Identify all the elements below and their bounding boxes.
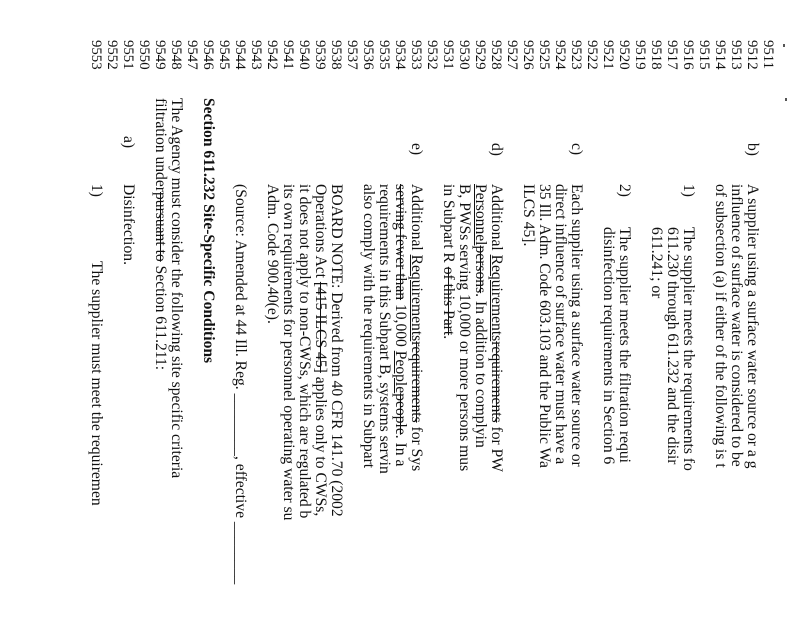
- text-run: Operations Act: [312, 184, 329, 282]
- line-number: 9520: [616, 40, 632, 70]
- line-number: 9516: [680, 40, 696, 70]
- clause-d-label: d): [488, 143, 505, 156]
- clause-c-line: direct influence of surface water must have a: [552, 184, 569, 465]
- clause-d-line: [440, 184, 456, 339]
- line-number: 9545: [216, 40, 232, 70]
- clause-e-line: requirements in this Subpart B, systems servin: [376, 184, 393, 474]
- line-number: 9539: [312, 40, 328, 70]
- clause-b-label: b): [744, 143, 761, 156]
- text-run: . In a: [392, 434, 409, 467]
- clause-b1-line: 611.230 through 611.232 and the disir: [664, 227, 681, 465]
- clause-b1-line: The supplier meets the requirements fo: [680, 227, 697, 471]
- clause-b-line: A supplier using a surface water source or a g: [744, 184, 761, 469]
- text-run: applies only to CWSs,: [312, 372, 329, 517]
- clause-b1-line: 611.241; or: [648, 227, 665, 299]
- line-number: 9551: [120, 40, 136, 70]
- line-number: 9542: [264, 40, 280, 70]
- subsection-a1-line: The supplier must meet the requiremen: [88, 261, 105, 506]
- line-number: 9535: [376, 40, 392, 70]
- line-number: 9527: [504, 40, 520, 70]
- line-number: 9548: [168, 40, 184, 70]
- clause-b-line: of subsection (a) if either of the following is t: [712, 184, 729, 468]
- line-number: 9526: [520, 40, 536, 70]
- section-body-line: The Agency must consider the following site specific criteria: [168, 98, 185, 479]
- line-number: 9525: [536, 40, 552, 70]
- line-number: 9538: [328, 40, 344, 70]
- line-number: 9528: [488, 40, 504, 70]
- text-run: for Sys: [408, 422, 425, 472]
- text-run: filtration under: [152, 98, 169, 192]
- clause-c-label: c): [568, 143, 585, 156]
- text-run: Additional: [488, 184, 505, 255]
- scan-speck: [783, 44, 785, 47]
- inserted-text: People: [392, 350, 409, 394]
- board-note-line: Adm. Code 900.40(e).: [264, 184, 281, 324]
- line-number: 9550: [136, 40, 152, 70]
- text-run: Section 611.211:: [152, 261, 169, 371]
- line-number: 9537: [344, 40, 360, 70]
- text-run: 10,000: [392, 300, 409, 351]
- source-note: (Source: Amended at 44 Ill. Reg. ________, effective ________: [232, 184, 249, 585]
- line-number: 9522: [584, 40, 600, 70]
- board-note-line: its own requirements for personnel operating water su: [280, 184, 297, 521]
- deleted-text: of this Part: [440, 266, 457, 336]
- text-run: . In addition to complyin: [472, 293, 489, 448]
- line-number: 9544: [232, 40, 248, 70]
- line-number: 9531: [440, 40, 456, 70]
- line-number: 9532: [424, 40, 440, 70]
- deleted-text: persons: [472, 245, 489, 294]
- scan-speck: [785, 98, 787, 101]
- line-number: 9511: [760, 40, 776, 70]
- deleted-text: requirements: [488, 341, 505, 423]
- inserted-text: Personnel: [472, 184, 489, 246]
- clause-e-label: e): [408, 143, 425, 156]
- clause-b2-label: 2): [616, 184, 633, 197]
- inserted-text: Requirements: [488, 254, 505, 342]
- clause-d-line: [472, 184, 488, 448]
- board-note-line: it does not apply to non-CWSs, which are regulated b: [296, 184, 313, 519]
- clause-e-line: also comply with the requirements in Subpart: [360, 184, 377, 469]
- text-run: Additional: [408, 184, 425, 255]
- line-number: 9515: [696, 40, 712, 70]
- deleted-text: requirements: [408, 341, 425, 423]
- subsection-a-label: a): [120, 136, 137, 149]
- subsection-a1-label: 1): [88, 184, 105, 197]
- line-number: 9529: [472, 40, 488, 70]
- line-number: 9530: [456, 40, 472, 70]
- clause-c-line: ILCS 45].: [520, 184, 537, 247]
- line-number: 9553: [88, 40, 104, 70]
- line-number: 9514: [712, 40, 728, 70]
- line-number: 9533: [408, 40, 424, 70]
- line-number: 9547: [184, 40, 200, 70]
- board-note-line: BOARD NOTE: Derived from 40 CFR 141.70 (2002: [328, 184, 345, 517]
- line-number: 9513: [728, 40, 744, 70]
- subsection-a-title: Disinfection.: [120, 184, 137, 265]
- clause-c-line: Each supplier using a surface water source or: [568, 184, 585, 467]
- line-number: 9524: [552, 40, 568, 70]
- line-number: 9536: [360, 40, 376, 70]
- clause-b2-line: The supplier meets the filtration requi: [616, 227, 633, 464]
- board-note-line: [312, 184, 328, 516]
- deleted-text: serving fewer than: [392, 184, 409, 301]
- line-number: 9546: [200, 40, 216, 70]
- line-number: 9541: [280, 40, 296, 70]
- line-number: 9518: [648, 40, 664, 70]
- section-heading: Section 611.232 Site-Specific Conditions: [200, 98, 217, 364]
- line-number: 9512: [744, 40, 760, 70]
- deleted-text: [415 ILCS 45]: [312, 281, 329, 373]
- line-number: 9543: [248, 40, 264, 70]
- clause-d-line: B, PWSs serving 10,000 or more persons mus: [456, 184, 473, 472]
- deleted-text: pursuant to: [152, 191, 169, 262]
- line-number: 9521: [600, 40, 616, 70]
- clause-b1-label: 1): [680, 184, 697, 197]
- clause-e-line: [408, 184, 424, 471]
- line-number: 9517: [664, 40, 680, 70]
- section-body-line: [152, 98, 168, 370]
- deleted-text: people: [392, 393, 409, 435]
- line-number: 9552: [104, 40, 120, 70]
- text-run: .: [440, 335, 457, 340]
- inserted-text: Requirements: [408, 254, 425, 342]
- line-number: 9534: [392, 40, 408, 70]
- text-run: in Subpart R: [440, 184, 457, 267]
- clause-c-line: 35 Ill. Adm. Code 603.103 and the Public Wa: [536, 184, 553, 468]
- line-number: 9540: [296, 40, 312, 70]
- clause-b-line: influence of surface water is considered to be: [728, 184, 745, 467]
- line-number: 9523: [568, 40, 584, 70]
- line-number: 9519: [632, 40, 648, 70]
- line-number: 9549: [152, 40, 168, 70]
- text-run: for PW: [488, 422, 505, 473]
- clause-e-line: [392, 184, 408, 466]
- clause-d-line: [488, 184, 504, 472]
- clause-b2-line: disinfection requirements in Section 6: [600, 227, 617, 465]
